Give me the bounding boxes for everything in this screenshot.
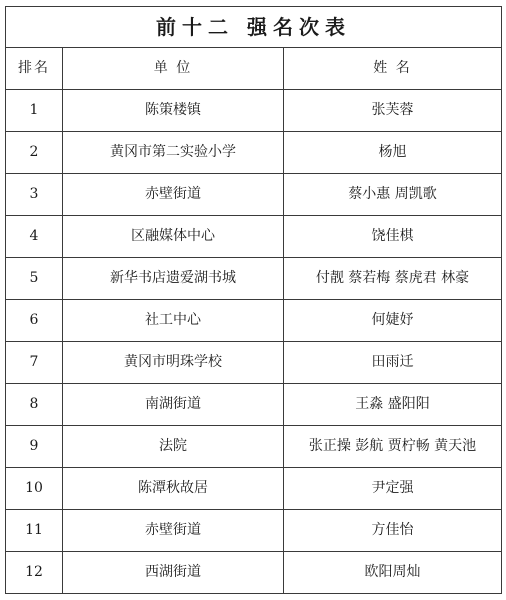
- name-cell: 张芙蓉: [284, 90, 502, 132]
- table-row: [6, 510, 502, 552]
- name-cell: 欧阳周灿: [284, 552, 502, 594]
- unit-cell: 陈策楼镇: [63, 90, 284, 132]
- unit-cell: 陈潭秋故居: [63, 468, 284, 510]
- rank-cell: 6: [6, 300, 63, 342]
- table-row: [6, 90, 502, 132]
- unit-cell: 社工中心: [63, 300, 284, 342]
- name-cell: 尹定强: [284, 468, 502, 510]
- header-unit: 单 位: [63, 48, 284, 90]
- name-cell: 田雨迁: [284, 342, 502, 384]
- table-row: [6, 552, 502, 594]
- header-row: [6, 48, 502, 90]
- unit-cell: 区融媒体中心: [63, 216, 284, 258]
- name-cell: 何婕妤: [284, 300, 502, 342]
- ranking-table: [5, 6, 502, 594]
- table-row: [6, 384, 502, 426]
- header-rank: 排名: [6, 48, 63, 90]
- table-row: [6, 132, 502, 174]
- name-cell: 方佳怡: [284, 510, 502, 552]
- unit-cell: 黄冈市第二实验小学: [63, 132, 284, 174]
- name-cell: 张正操 彭航 贾柠畅 黄天池: [284, 426, 502, 468]
- unit-cell: 新华书店遗爱湖书城: [63, 258, 284, 300]
- unit-cell: 西湖街道: [63, 552, 284, 594]
- unit-cell: 法院: [63, 426, 284, 468]
- rank-cell: 8: [6, 384, 63, 426]
- rank-cell: 11: [6, 510, 63, 552]
- table-row: [6, 216, 502, 258]
- rank-cell: 1: [6, 90, 63, 132]
- title-row: [6, 7, 502, 48]
- table-row: [6, 342, 502, 384]
- unit-cell: 赤壁街道: [63, 510, 284, 552]
- unit-cell: 南湖街道: [63, 384, 284, 426]
- rank-cell: 12: [6, 552, 63, 594]
- rank-cell: 7: [6, 342, 63, 384]
- unit-cell: 赤壁街道: [63, 174, 284, 216]
- name-cell: 王淼 盛阳阳: [284, 384, 502, 426]
- rank-cell: 3: [6, 174, 63, 216]
- unit-cell: 黄冈市明珠学校: [63, 342, 284, 384]
- rank-cell: 9: [6, 426, 63, 468]
- rank-cell: 10: [6, 468, 63, 510]
- name-cell: 付靓 蔡若梅 蔡虎君 林豪: [284, 258, 502, 300]
- name-cell: 蔡小惠 周凯歌: [284, 174, 502, 216]
- header-name: 姓 名: [284, 48, 502, 90]
- rank-cell: 4: [6, 216, 63, 258]
- table-title: 前十二 强名次表: [6, 7, 502, 48]
- name-cell: 饶佳棋: [284, 216, 502, 258]
- table-row: [6, 174, 502, 216]
- name-cell: 杨旭: [284, 132, 502, 174]
- table-row: [6, 258, 502, 300]
- rank-cell: 2: [6, 132, 63, 174]
- rank-cell: 5: [6, 258, 63, 300]
- table-row: [6, 300, 502, 342]
- table-row: [6, 426, 502, 468]
- table-row: [6, 468, 502, 510]
